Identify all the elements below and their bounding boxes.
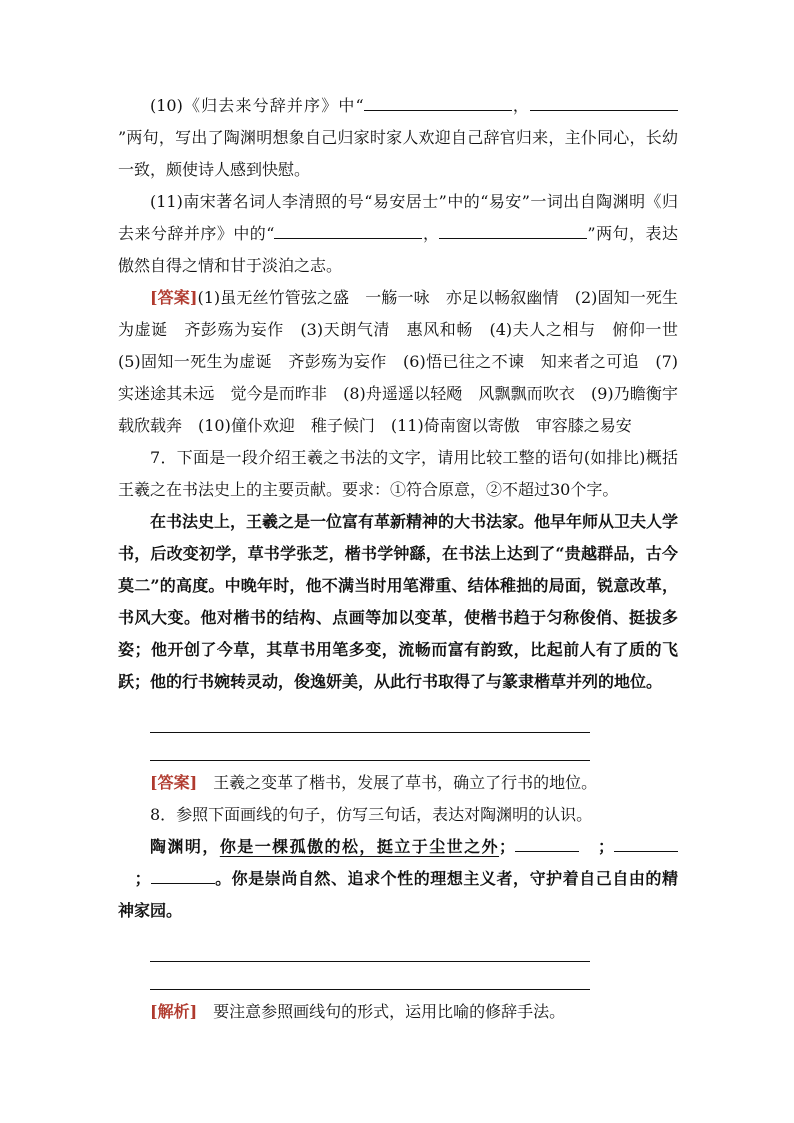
question-8-prompt: 8．参照下面画线的句子，仿写三句话，表达对陶渊明的认识。: [150, 805, 593, 824]
q11-comma: ，: [422, 224, 440, 243]
q10-suffix: ”: [118, 128, 127, 147]
q8-ending: 。你是崇尚自然、追求个性的理想主义者，守护着自己自由的精神家园。: [118, 869, 678, 920]
answer-text: (1)虽无丝竹管弦之盛 一觞一咏 亦足以畅叙幽情 (2)固知一死生为虚诞 齐彭殇为妄作 (3)天朗气清 惠风和畅 (4)夫人之相与 俯仰一世 (5)固知一死生为虚诞 齐彭殇为妄作 (6)悟已往之不谏 知来者之可追 (7)实迷途其未远 觉今是而昨非 (8)舟遥遥以轻飏 风飘飘而吹衣 (9)乃瞻衡宇 载欣载奔 (10)僮仆欢迎 稚子候门 (11)倚南窗以寄傲 审容膝之易安: [118, 288, 695, 435]
question-8-sentence: [118, 831, 678, 927]
question-7-passage: 在书法史上，王羲之是一位富有革新精神的大书法家。他早年师从卫夫人学书，后改变初学，草书学张芝，楷书学钟繇，在书法上达到了“贵越群品，古今莫二”的高度。中晚年时，他不满当时用笔滞重、结体稚拙的局面，锐意改革，书风大变。他对楷书的结构、点画等加以变革，使楷书趋于匀称俊俏、挺拔多姿；他开创了今草，其草书用笔多变，流畅而富有韵致，比起前人有了质的飞跃；他的行书婉转灵动，俊逸妍美，从此行书取得了与篆隶楷草并列的地位。: [118, 512, 679, 691]
q8-blank-2[interactable]: [614, 831, 678, 852]
answer-line[interactable]: [150, 705, 590, 733]
answer-text: 王羲之变革了楷书，发展了草书，确立了行书的地位。: [213, 773, 598, 792]
q10-prefix: (10)《归去来兮辞并序》中“: [150, 96, 364, 115]
question-7-prompt: 7．下面是一段介绍王羲之书法的文字，请用比较工整的语句(如排比)概括王羲之在书法史上的主要贡献。要求：①符合原意，②不超过30个字。: [118, 448, 678, 499]
q10-blank-2[interactable]: [530, 90, 678, 111]
question-7-answer: [118, 767, 678, 799]
q10-body: 两句，写出了陶渊明想象自己归家时家人欢迎自己辞官归来，主仆同心，长幼一致，颇使诗人感到快慰。: [118, 128, 678, 179]
answer-line[interactable]: [150, 934, 590, 962]
q8-blank-3[interactable]: [151, 863, 215, 884]
answer-block-6: [118, 282, 695, 442]
q8-lead: 陶渊明，: [150, 837, 220, 856]
analysis-label: [解析]: [150, 1002, 198, 1021]
q8-separator: ；: [499, 837, 516, 856]
q8-separator: ；: [597, 837, 614, 856]
q11-suffix: ”两句，表达傲然自得之情和甘于淡泊之志。: [118, 224, 678, 275]
answer-label: [答案]: [150, 288, 198, 307]
answer-line[interactable]: [150, 962, 590, 990]
q10-comma: ，: [511, 96, 530, 115]
document-page: [118, 90, 695, 1028]
answer-label: [答案]: [150, 773, 198, 792]
q11-blank-1[interactable]: [274, 218, 422, 239]
q11-blank-2[interactable]: [439, 218, 587, 239]
q10-blank-1[interactable]: [364, 90, 512, 111]
q11-text: (11)南宋著名词人李清照的号“易安居士”中的“易安”一词出自陶渊明《归去来兮辞并序》中的“: [118, 192, 678, 243]
question-8-analysis: [118, 996, 678, 1028]
question-11: [118, 186, 678, 282]
q8-blank-1[interactable]: [515, 831, 579, 852]
q8-underlined-sentence: 你是一棵孤傲的松，挺立于尘世之外: [219, 837, 500, 856]
answer-line[interactable]: [150, 733, 590, 761]
analysis-text: 要注意参照画线句的形式，运用比喻的修辞手法。: [213, 1002, 566, 1021]
question-10: [118, 90, 678, 186]
q8-separator: ；: [134, 869, 151, 888]
